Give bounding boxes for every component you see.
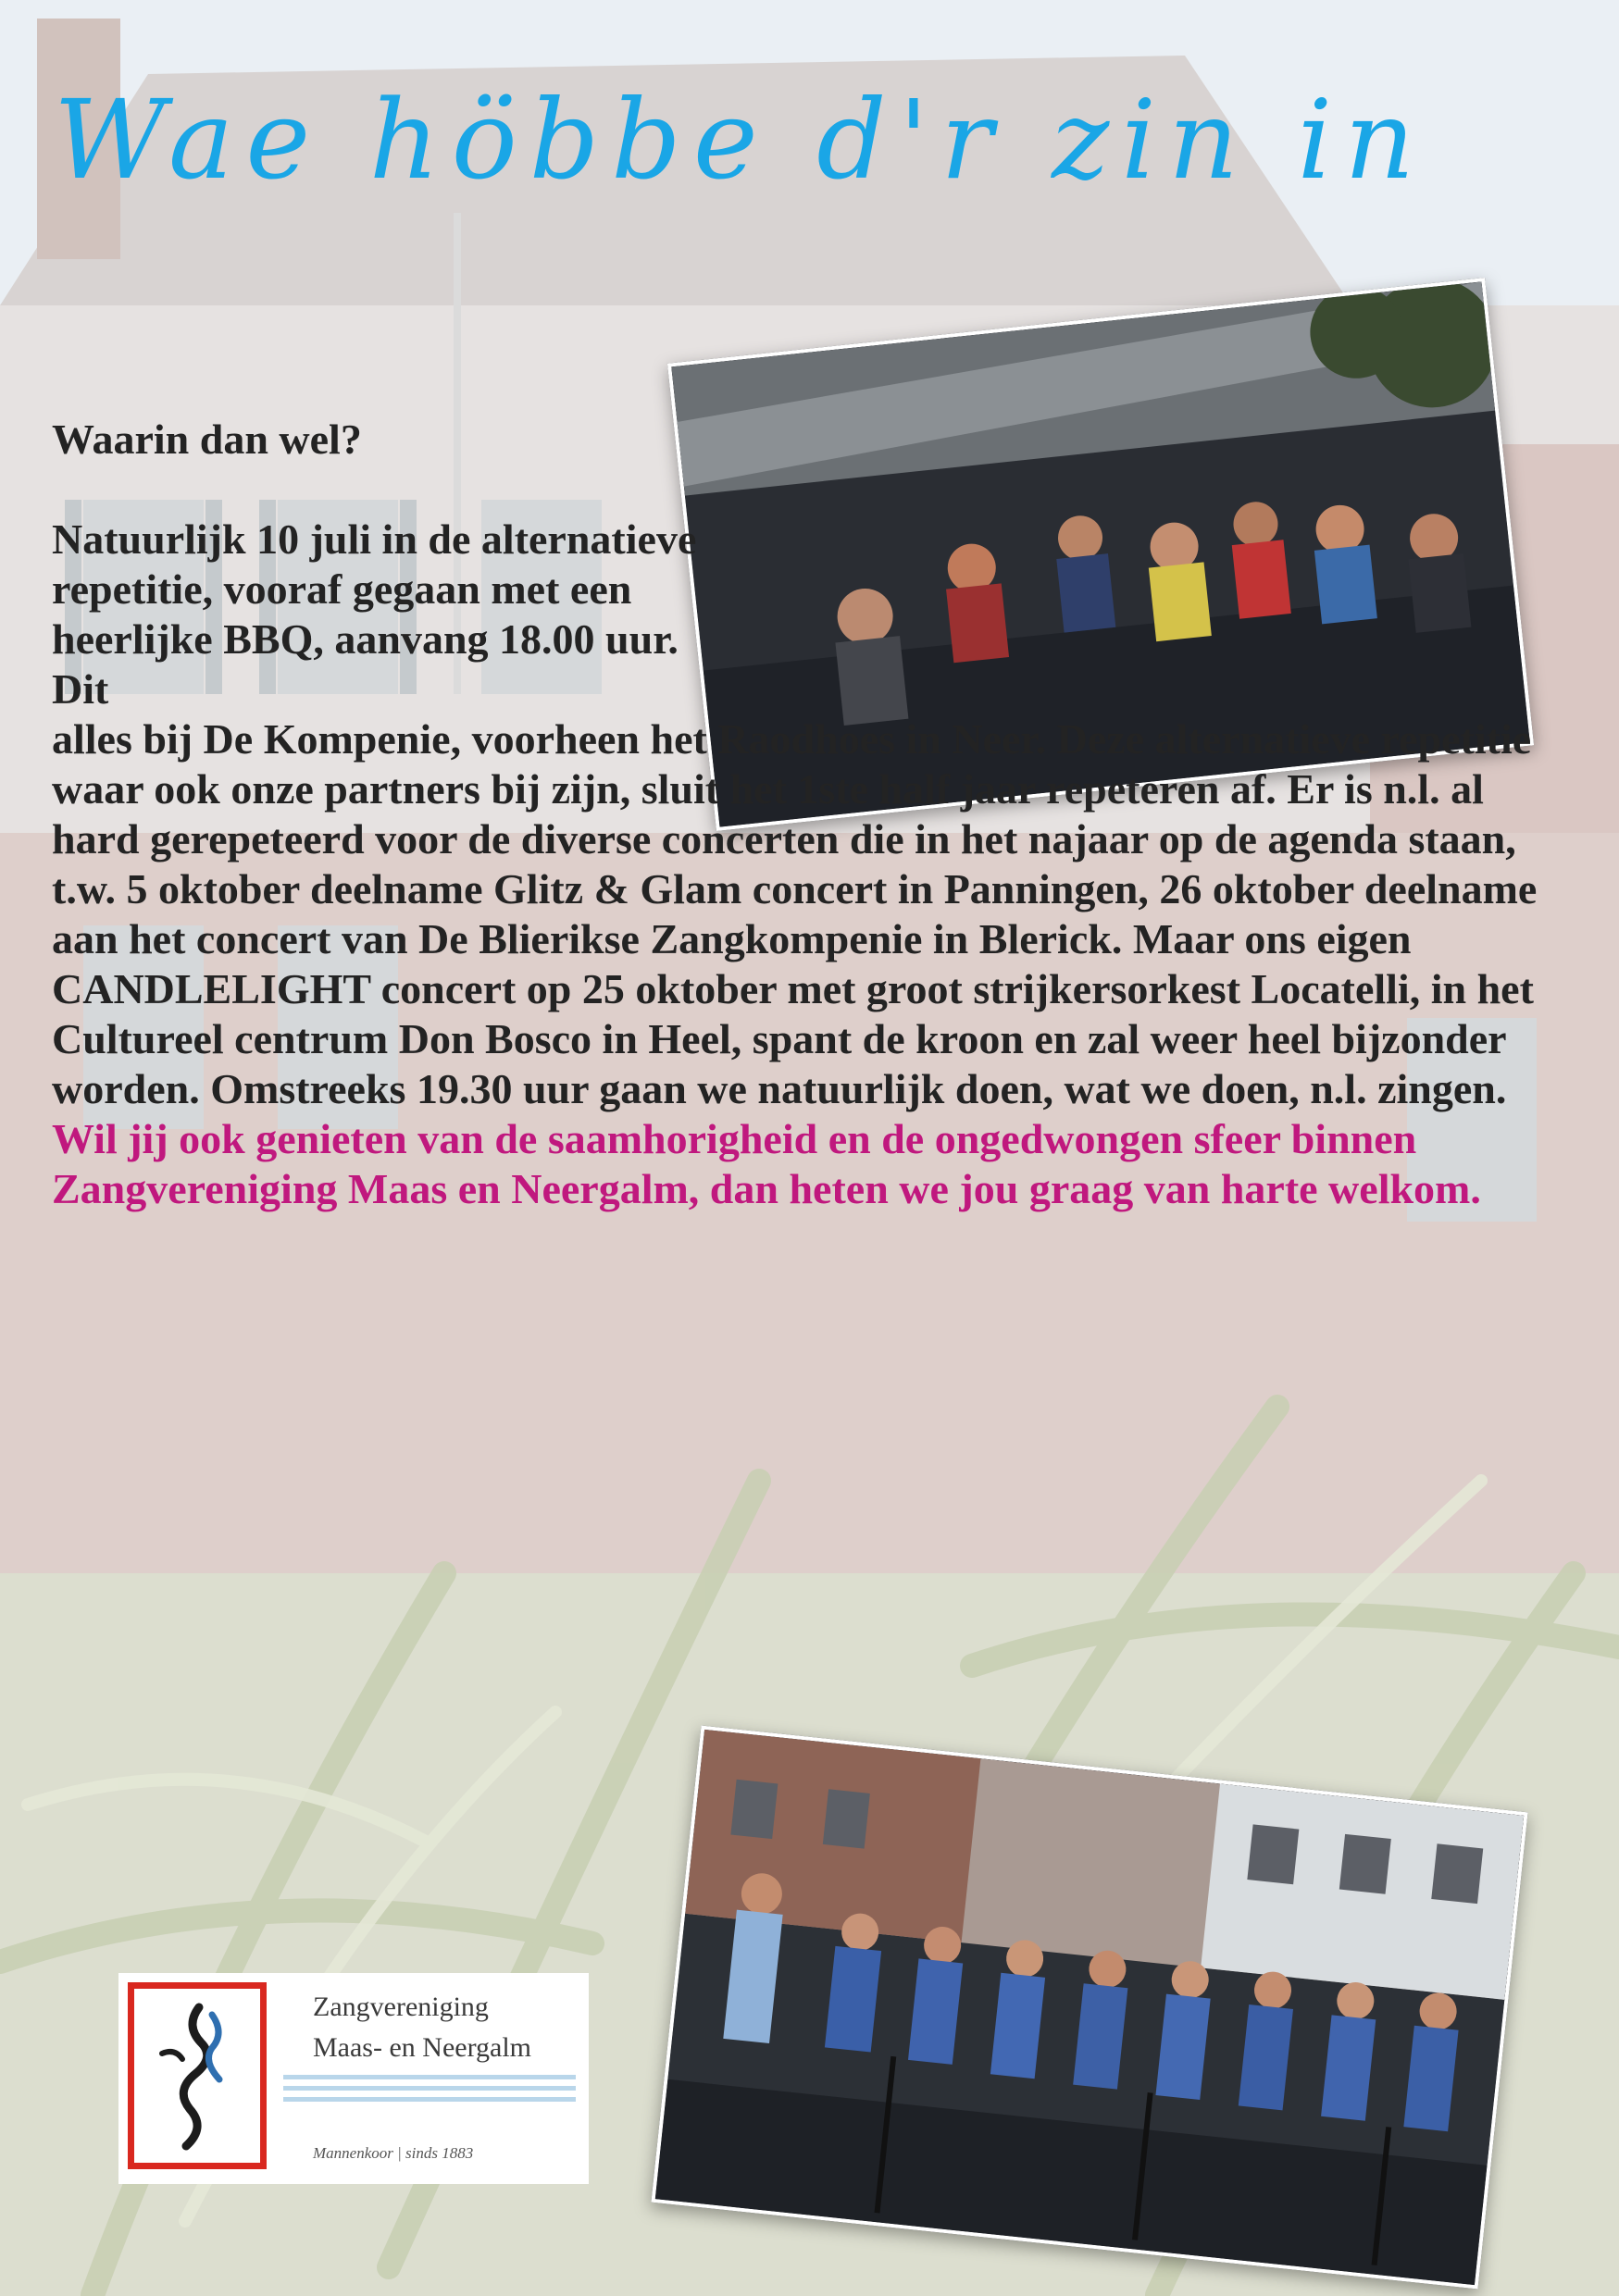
logo-emblem bbox=[128, 1982, 267, 2169]
call-to-action-text: Wil jij ook genieten van de saamhorigheid en de ongedwongen sfeer binnen Zangvereniging Maas en Neergalm, dan heten we jou graag van harte welkom. bbox=[52, 1115, 1481, 1212]
logo-wave-lines bbox=[283, 2075, 576, 2114]
page-title: Wae höbbe d'r zin in bbox=[54, 76, 1427, 204]
logo-name-line1: Zangvereniging bbox=[313, 1992, 489, 2022]
paragraph-spacer bbox=[52, 465, 1561, 515]
article-intro: Natuurlijk 10 juli in de alternatieve repetitie, vooraf gegaan met een heerlijke BBQ, aanvang 18.00 uur. Dit bbox=[52, 515, 697, 713]
article-heading: Waarin dan wel? bbox=[52, 416, 362, 463]
choir-performance-photo bbox=[651, 1725, 1527, 2289]
logo-tagline: Mannenkoor | sinds 1883 bbox=[313, 2144, 474, 2162]
article-body bbox=[52, 415, 1561, 1214]
choir-logo bbox=[118, 1973, 589, 2184]
logo-name-line2: Maas- en Neergalm bbox=[313, 2032, 532, 2063]
article-paragraph: alles bij De Kompenie, voorheen het Raodhoes in Neer. Deze alternatieve repetitie waar ook onze partners bij zijn, sluit het 1ste half jaar repeteren af. Er is n.l. al hard gerepeteerd voor de diverse concerten die in het najaar op de agenda staan, t.w. 5 oktober deelname Glitz & Glam concert in Panningen, 26 oktober deelname aan het concert van De Blierikse Zangkompenie in Blerick. Maar ons eigen CANDLELIGHT concert op 25 oktober met groot strijkersorkest Locatelli, in het Cultureel centrum Don Bosco in Heel, spant de kroon en zal weer heel bijzonder worden. Omstreeks 19.30 uur gaan we natuurlijk doen, wat we doen, n.l. zingen. bbox=[52, 715, 1538, 1112]
